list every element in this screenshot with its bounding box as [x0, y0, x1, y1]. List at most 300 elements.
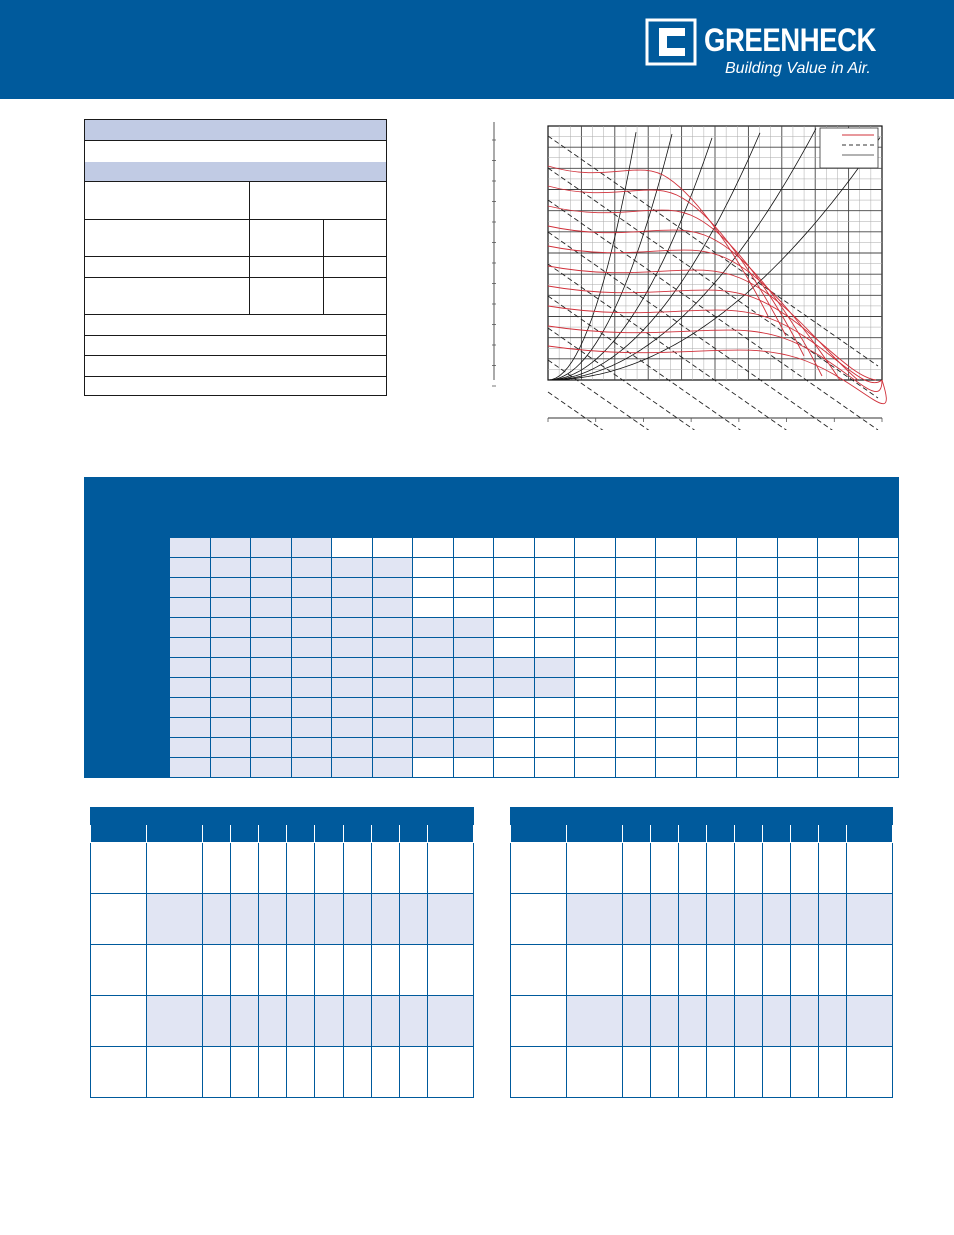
- sub-data-cell: [679, 843, 707, 894]
- data-cell: [251, 578, 292, 598]
- sub-header-cell: [400, 825, 428, 843]
- sub-data-cell: [231, 894, 259, 945]
- table-header-row: [85, 478, 899, 498]
- header-cell: [413, 498, 494, 518]
- data-cell: [372, 538, 413, 558]
- sub-row-label: [511, 1047, 567, 1098]
- performance-chart: [490, 120, 890, 430]
- row-header-cell: [128, 638, 170, 658]
- sub-data-cell: [791, 843, 819, 894]
- data-cell: [858, 758, 899, 778]
- data-cell: [251, 598, 292, 618]
- data-cell: [494, 758, 535, 778]
- row-header-cell: [128, 698, 170, 718]
- sub-data-cell: [847, 894, 893, 945]
- data-cell: [210, 538, 251, 558]
- data-cell: [777, 758, 818, 778]
- data-cell: [858, 658, 899, 678]
- header-band: [0, 0, 954, 99]
- data-cell: [372, 698, 413, 718]
- row-header-cell: [85, 598, 128, 618]
- data-cell: [494, 618, 535, 638]
- spec-table: [84, 119, 387, 396]
- data-cell: [818, 638, 859, 658]
- sub-data-cell: [203, 1047, 231, 1098]
- data-cell: [656, 538, 697, 558]
- sub-data-cell: [147, 996, 203, 1047]
- data-cell: [413, 558, 454, 578]
- data-cell: [656, 738, 697, 758]
- table-row: [85, 618, 899, 638]
- data-cell: [818, 718, 859, 738]
- table-row: [85, 638, 899, 658]
- data-cell: [858, 718, 899, 738]
- spec-divider: [85, 355, 386, 356]
- data-cell: [251, 738, 292, 758]
- data-cell: [575, 558, 616, 578]
- data-cell: [413, 578, 454, 598]
- header-cell: [372, 518, 413, 538]
- row-header-cell: [85, 758, 128, 778]
- data-cell: [170, 558, 211, 578]
- data-cell: [453, 678, 494, 698]
- data-cell: [372, 678, 413, 698]
- data-cell: [615, 558, 656, 578]
- brand-name: GREENHECK: [704, 22, 876, 58]
- sub-header-cell: [679, 825, 707, 843]
- data-cell: [858, 598, 899, 618]
- data-cell: [210, 598, 251, 618]
- header-cell: [818, 518, 859, 538]
- data-cell: [494, 598, 535, 618]
- data-cell: [615, 658, 656, 678]
- row-header-cell: [85, 638, 128, 658]
- sub-data-cell: [259, 843, 287, 894]
- data-cell: [777, 578, 818, 598]
- header-cell: [170, 518, 211, 538]
- sub-data-cell: [259, 1047, 287, 1098]
- sub-data-cell: [287, 843, 315, 894]
- data-cell: [291, 678, 332, 698]
- data-cell: [291, 538, 332, 558]
- sub-title-cell: [511, 808, 893, 825]
- data-cell: [251, 538, 292, 558]
- data-cell: [858, 538, 899, 558]
- data-cell: [575, 738, 616, 758]
- sub-row-label: [511, 996, 567, 1047]
- table-row: [85, 678, 899, 698]
- data-cell: [332, 698, 373, 718]
- spec-divider: [85, 335, 386, 336]
- data-cell: [534, 558, 575, 578]
- data-cell: [656, 618, 697, 638]
- sub-data-cell: [707, 996, 735, 1047]
- data-cell: [453, 698, 494, 718]
- data-cell: [818, 558, 859, 578]
- sub-data-cell: [819, 843, 847, 894]
- header-cell: [858, 518, 899, 538]
- data-cell: [494, 698, 535, 718]
- row-header-cell: [128, 758, 170, 778]
- sub-data-cell: [651, 1047, 679, 1098]
- sub-data-cell: [344, 894, 372, 945]
- data-cell: [332, 578, 373, 598]
- sub-data-row: [511, 996, 893, 1047]
- data-cell: [534, 598, 575, 618]
- sub-header-cell: [231, 825, 259, 843]
- sub-data-cell: [679, 996, 707, 1047]
- sub-data-row: [91, 945, 474, 996]
- data-cell: [818, 738, 859, 758]
- sub-data-cell: [735, 945, 763, 996]
- sub-data-cell: [623, 843, 651, 894]
- row-header-cell: [128, 658, 170, 678]
- sub-data-cell: [203, 894, 231, 945]
- sub-data-cell: [231, 945, 259, 996]
- data-cell: [696, 578, 737, 598]
- data-cell: [696, 558, 737, 578]
- row-header-cell: [128, 718, 170, 738]
- sub-data-cell: [847, 843, 893, 894]
- data-cell: [413, 658, 454, 678]
- data-cell: [737, 598, 778, 618]
- sub-data-cell: [819, 894, 847, 945]
- data-cell: [494, 578, 535, 598]
- header-cell: [170, 498, 251, 518]
- data-cell: [251, 718, 292, 738]
- data-cell: [210, 718, 251, 738]
- data-cell: [413, 758, 454, 778]
- sub-data-cell: [231, 996, 259, 1047]
- data-cell: [615, 598, 656, 618]
- row-header-cell: [128, 678, 170, 698]
- data-cell: [372, 738, 413, 758]
- data-cell: [696, 618, 737, 638]
- sub-row-label: [91, 894, 147, 945]
- sub-header-cell: [819, 825, 847, 843]
- data-cell: [372, 578, 413, 598]
- data-cell: [777, 598, 818, 618]
- data-cell: [210, 698, 251, 718]
- sub-header-row: [511, 825, 893, 843]
- header-cell: [737, 498, 818, 518]
- sub-title-cell: [91, 808, 474, 825]
- sub-data-cell: [203, 843, 231, 894]
- header-cell: [251, 498, 332, 518]
- data-cell: [696, 638, 737, 658]
- table-row: [85, 578, 899, 598]
- data-cell: [413, 698, 454, 718]
- sub-data-cell: [847, 1047, 893, 1098]
- sub-data-cell: [847, 996, 893, 1047]
- data-cell: [170, 658, 211, 678]
- data-cell: [656, 578, 697, 598]
- header-cell: [494, 498, 575, 518]
- sub-data-cell: [428, 945, 474, 996]
- table-row: [85, 738, 899, 758]
- data-cell: [332, 558, 373, 578]
- sub-data-cell: [203, 945, 231, 996]
- sub-header-cell: [91, 825, 147, 843]
- data-cell: [777, 618, 818, 638]
- data-cell: [656, 678, 697, 698]
- data-cell: [332, 758, 373, 778]
- left-sub-table: [90, 807, 474, 1098]
- data-cell: [737, 758, 778, 778]
- sub-data-cell: [623, 1047, 651, 1098]
- data-cell: [494, 538, 535, 558]
- data-cell: [210, 738, 251, 758]
- data-cell: [413, 618, 454, 638]
- data-cell: [372, 558, 413, 578]
- sub-data-row: [511, 894, 893, 945]
- data-cell: [453, 618, 494, 638]
- header-cell: [128, 478, 170, 538]
- chart-legend: [820, 128, 878, 168]
- data-cell: [534, 718, 575, 738]
- data-cell: [737, 678, 778, 698]
- sub-data-cell: [791, 1047, 819, 1098]
- data-cell: [251, 698, 292, 718]
- data-cell: [737, 658, 778, 678]
- data-cell: [615, 638, 656, 658]
- data-cell: [170, 598, 211, 618]
- sub-data-cell: [428, 996, 474, 1047]
- table-header-row: [85, 498, 899, 518]
- data-cell: [170, 618, 211, 638]
- data-cell: [777, 738, 818, 758]
- data-cell: [413, 718, 454, 738]
- spec-band-1: [85, 120, 386, 141]
- header-cell: [413, 518, 454, 538]
- sub-header-cell: [287, 825, 315, 843]
- data-cell: [453, 658, 494, 678]
- sub-header-cell: [763, 825, 791, 843]
- data-cell: [534, 678, 575, 698]
- data-cell: [453, 638, 494, 658]
- table-row: [85, 698, 899, 718]
- data-cell: [534, 758, 575, 778]
- sub-data-cell: [651, 843, 679, 894]
- data-cell: [737, 618, 778, 638]
- data-cell: [170, 538, 211, 558]
- sub-data-cell: [679, 945, 707, 996]
- data-cell: [696, 658, 737, 678]
- sub-data-cell: [623, 945, 651, 996]
- data-cell: [818, 578, 859, 598]
- data-cell: [737, 558, 778, 578]
- data-cell: [858, 698, 899, 718]
- row-header-cell: [128, 538, 170, 558]
- data-cell: [413, 738, 454, 758]
- sub-header-cell: [735, 825, 763, 843]
- data-cell: [291, 698, 332, 718]
- header-cell: [210, 518, 251, 538]
- header-cell: [332, 518, 373, 538]
- spec-divider: [85, 277, 386, 278]
- table-row: [85, 658, 899, 678]
- data-cell: [534, 538, 575, 558]
- sub-header-cell: [567, 825, 623, 843]
- data-cell: [777, 558, 818, 578]
- data-cell: [534, 618, 575, 638]
- data-cell: [818, 538, 859, 558]
- row-header-cell: [85, 718, 128, 738]
- data-cell: [696, 718, 737, 738]
- data-cell: [818, 678, 859, 698]
- data-cell: [696, 678, 737, 698]
- header-cell: [291, 518, 332, 538]
- header-cell: [170, 478, 899, 498]
- data-cell: [372, 718, 413, 738]
- data-cell: [615, 618, 656, 638]
- data-cell: [210, 558, 251, 578]
- data-cell: [170, 578, 211, 598]
- data-cell: [615, 678, 656, 698]
- data-cell: [777, 658, 818, 678]
- data-cell: [575, 578, 616, 598]
- data-cell: [534, 578, 575, 598]
- data-cell: [170, 738, 211, 758]
- sub-data-cell: [707, 894, 735, 945]
- sub-header-cell: [259, 825, 287, 843]
- sub-data-cell: [400, 996, 428, 1047]
- row-header-cell: [128, 598, 170, 618]
- data-cell: [210, 578, 251, 598]
- row-header-cell: [85, 538, 128, 558]
- sub-header-cell: [372, 825, 400, 843]
- data-cell: [372, 758, 413, 778]
- data-cell: [291, 658, 332, 678]
- sub-title-row: [511, 808, 893, 825]
- data-cell: [372, 618, 413, 638]
- sub-data-row: [91, 1047, 474, 1098]
- sub-data-cell: [372, 843, 400, 894]
- data-cell: [210, 638, 251, 658]
- data-cell: [332, 738, 373, 758]
- sub-data-cell: [567, 1047, 623, 1098]
- sub-data-cell: [735, 894, 763, 945]
- data-cell: [453, 738, 494, 758]
- sub-header-row: [91, 825, 474, 843]
- spec-divider: [85, 314, 386, 315]
- data-cell: [777, 678, 818, 698]
- spec-divider: [85, 219, 386, 220]
- data-cell: [858, 558, 899, 578]
- data-cell: [251, 638, 292, 658]
- data-cell: [413, 678, 454, 698]
- sub-data-cell: [287, 996, 315, 1047]
- data-cell: [453, 718, 494, 738]
- table-row: [85, 558, 899, 578]
- data-cell: [291, 598, 332, 618]
- sub-data-cell: [259, 996, 287, 1047]
- data-cell: [615, 578, 656, 598]
- data-cell: [737, 538, 778, 558]
- data-cell: [494, 638, 535, 658]
- sub-data-cell: [763, 843, 791, 894]
- sub-data-cell: [567, 843, 623, 894]
- sub-data-cell: [847, 945, 893, 996]
- header-cell: [332, 498, 413, 518]
- sub-row-label: [511, 894, 567, 945]
- brand-tagline: Building Value in Air.: [725, 60, 871, 77]
- data-cell: [656, 658, 697, 678]
- data-cell: [615, 758, 656, 778]
- data-cell: [372, 598, 413, 618]
- sub-data-cell: [819, 996, 847, 1047]
- spec-divider: [85, 376, 386, 377]
- data-cell: [656, 718, 697, 738]
- data-cell: [534, 698, 575, 718]
- data-cell: [858, 578, 899, 598]
- data-cell: [615, 538, 656, 558]
- sub-data-row: [91, 894, 474, 945]
- sub-data-row: [511, 1047, 893, 1098]
- header-cell: [534, 518, 575, 538]
- header-cell: [737, 518, 778, 538]
- data-cell: [858, 678, 899, 698]
- sub-header-cell: [651, 825, 679, 843]
- data-cell: [291, 558, 332, 578]
- row-header-cell: [85, 558, 128, 578]
- data-cell: [291, 618, 332, 638]
- sub-data-cell: [287, 945, 315, 996]
- data-cell: [656, 598, 697, 618]
- sub-data-cell: [791, 894, 819, 945]
- sub-data-cell: [259, 945, 287, 996]
- row-header-cell: [85, 698, 128, 718]
- data-cell: [170, 638, 211, 658]
- sub-data-cell: [147, 894, 203, 945]
- header-cell: [696, 518, 737, 538]
- data-cell: [251, 678, 292, 698]
- data-cell: [494, 678, 535, 698]
- header-cell: [615, 518, 656, 538]
- data-cell: [494, 658, 535, 678]
- data-cell: [291, 738, 332, 758]
- table-row: [85, 758, 899, 778]
- data-cell: [291, 578, 332, 598]
- sub-data-row: [91, 843, 474, 894]
- data-cell: [291, 758, 332, 778]
- data-cell: [575, 598, 616, 618]
- header-cell: [575, 518, 616, 538]
- sub-header-cell: [344, 825, 372, 843]
- data-cell: [170, 758, 211, 778]
- sub-data-cell: [763, 945, 791, 996]
- sub-header-cell: [623, 825, 651, 843]
- sub-data-cell: [344, 996, 372, 1047]
- sub-data-cell: [344, 945, 372, 996]
- data-cell: [413, 638, 454, 658]
- sub-data-cell: [707, 1047, 735, 1098]
- data-cell: [575, 638, 616, 658]
- data-cell: [332, 638, 373, 658]
- data-cell: [777, 718, 818, 738]
- sub-data-cell: [231, 1047, 259, 1098]
- table-row: [85, 598, 899, 618]
- row-header-cell: [85, 618, 128, 638]
- data-cell: [291, 718, 332, 738]
- table-header-row: [85, 518, 899, 538]
- data-cell: [696, 598, 737, 618]
- data-cell: [251, 658, 292, 678]
- data-cell: [575, 758, 616, 778]
- spec-band-2: [85, 162, 386, 182]
- data-cell: [818, 698, 859, 718]
- data-cell: [575, 538, 616, 558]
